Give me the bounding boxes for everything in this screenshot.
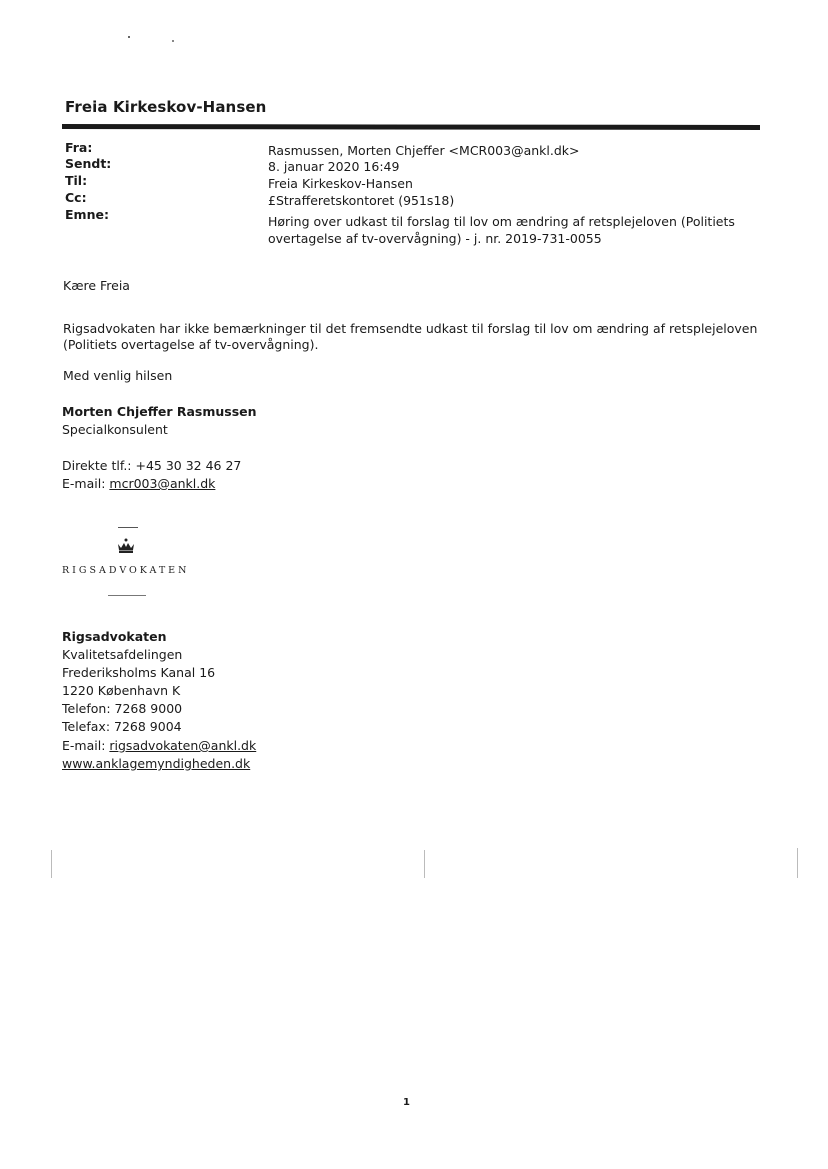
org-email-label: E-mail: (62, 738, 110, 753)
scan-mark (172, 40, 174, 42)
scan-mark (128, 36, 130, 38)
org-website-link[interactable]: www.anklagemyndigheden.dk (62, 756, 251, 771)
scan-artifact-left (51, 850, 52, 878)
signature-phone: Direkte tlf.: +45 30 32 46 27 (62, 458, 242, 473)
header-rule (62, 124, 760, 130)
org-email-link[interactable]: rigsadvokaten@ankl.dk (109, 738, 257, 753)
body-paragraph-line2: (Politiets overtagelse af tv-overvågning). (63, 337, 319, 352)
greeting: Kære Freia (63, 278, 130, 293)
crown-icon (116, 538, 136, 554)
from-label: Fra: (65, 140, 93, 155)
subject-value-line1: Høring over udkast til forslag til lov om ændring af retsplejeloven (Politiets (268, 214, 735, 229)
signature-email-label: E-mail: (62, 476, 110, 491)
cc-value: £Strafferetskontoret (951s18) (268, 193, 455, 208)
org-department: Kvalitetsafdelingen (62, 647, 183, 662)
signature-name: Morten Chjeffer Rasmussen (62, 404, 257, 419)
subject-value-line2: overtagelse af tv-overvågning) - j. nr. 2019-731-0055 (268, 231, 602, 246)
logo-wordmark: RIGSADVOKATEN (62, 565, 190, 576)
closing: Med venlig hilsen (63, 368, 173, 383)
page-number: 1 (403, 1097, 410, 1108)
signature-title: Specialkonsulent (62, 422, 168, 437)
scan-artifact-right (797, 848, 798, 878)
org-fax: Telefax: 7268 9004 (62, 719, 182, 734)
document-owner-name: Freia Kirkeskov-Hansen (65, 98, 267, 116)
sent-label: Sendt: (65, 156, 112, 171)
to-label: Til: (65, 173, 88, 188)
from-value: Rasmussen, Morten Chjeffer <MCR003@ankl.dk> (268, 143, 580, 158)
body-paragraph-line1: Rigsadvokaten har ikke bemærkninger til det fremsendte udkast til forslag til lov om ændring af retsplejeloven (63, 321, 758, 336)
scan-artifact-middle (424, 850, 425, 878)
org-street: Frederiksholms Kanal 16 (62, 665, 216, 680)
subject-label: Emne: (65, 207, 109, 222)
org-name: Rigsadvokaten (62, 629, 167, 644)
logo-top-line (118, 527, 138, 528)
signature-email-line (62, 475, 215, 493)
logo-bottom-line (108, 595, 146, 596)
sent-value: 8. januar 2020 16:49 (268, 159, 400, 174)
cc-label: Cc: (65, 190, 87, 205)
to-value: Freia Kirkeskov-Hansen (268, 176, 413, 191)
org-phone: Telefon: 7268 9000 (62, 701, 183, 716)
org-city: 1220 København K (62, 683, 181, 698)
org-email-line (62, 737, 256, 755)
signature-email-link[interactable]: mcr003@ankl.dk (109, 476, 216, 491)
